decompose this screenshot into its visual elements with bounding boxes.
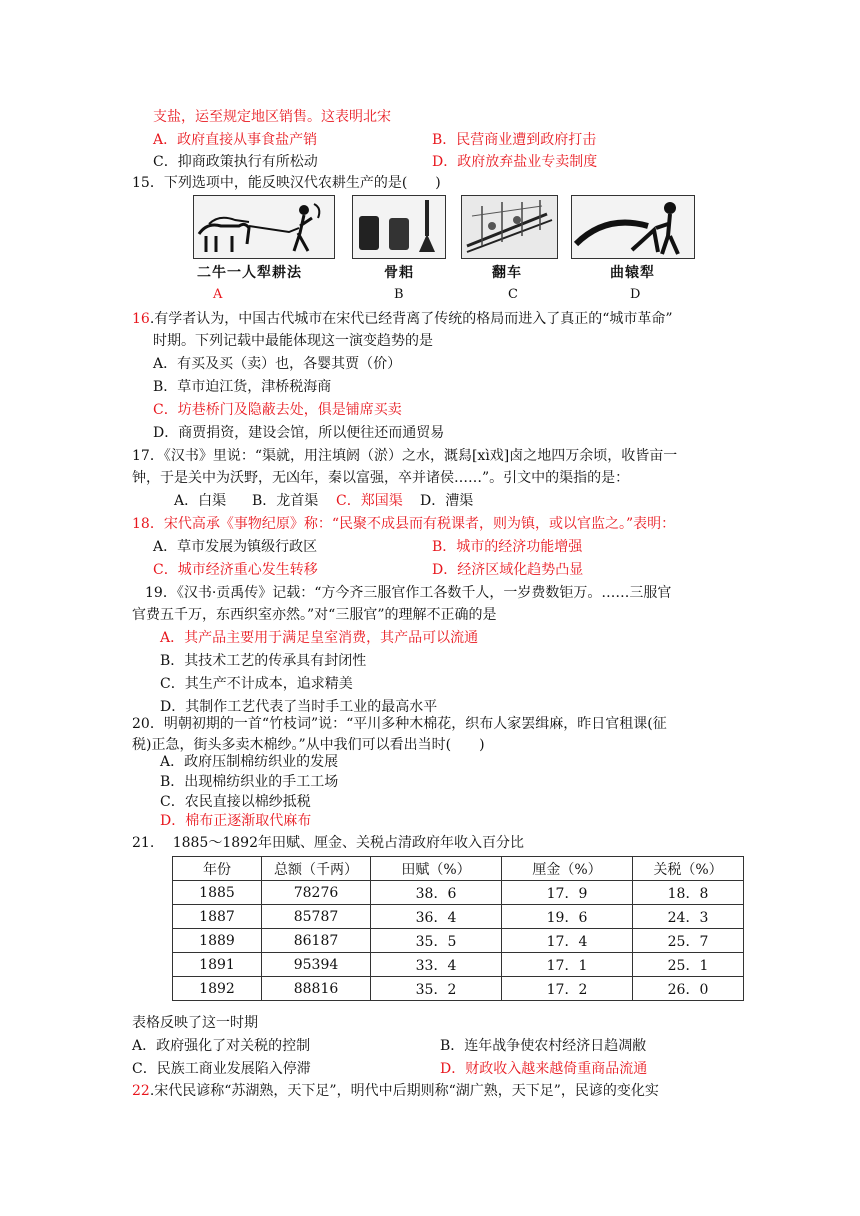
- table-cell: 17．1: [502, 953, 633, 977]
- q15-caption-a: 二牛一人犁耕法: [197, 265, 302, 281]
- q17-option-b[interactable]: B．龙首渠: [252, 493, 319, 509]
- q21-after-table: 表格反映了这一时期: [132, 1015, 258, 1031]
- waterwheel-icon: [461, 195, 558, 259]
- q15-letter-c[interactable]: C: [508, 287, 518, 302]
- table-cell: 35．5: [371, 929, 502, 953]
- table-cell: 88816: [262, 977, 371, 1001]
- table-cell: 38．6: [371, 881, 502, 905]
- q17-stem-line1: 17．《汉书》里说：“渠就，用注填阏（淤）之水，溉舄[xì戏]卤之地四万余顷，收皆亩一: [132, 448, 678, 464]
- q20-stem-line1: 20．明朝初期的一首“竹枝词”说：“平川多种木棉花，织布人家罢缉麻，昨日官租课(征: [132, 716, 667, 732]
- q17-stem-line2: 钟，于是关中为沃野，无凶年，秦以富强，卒并诸侯……”。引文中的渠指的是：: [132, 470, 630, 486]
- curved-plough-icon: [571, 195, 695, 259]
- table-cell: 35．2: [371, 977, 502, 1001]
- q22-number: 22: [132, 1083, 150, 1099]
- table-header: 田赋（%）: [371, 857, 502, 881]
- table-cell: 1889: [173, 929, 262, 953]
- table-cell: 36．4: [371, 905, 502, 929]
- q19-option-a[interactable]: A．其产品主要用于满足皇室消费，其产品可以流通: [160, 630, 479, 646]
- table-row: [173, 953, 744, 977]
- table-row: [173, 905, 744, 929]
- q16-stem-line1: [132, 309, 673, 329]
- table-cell: 33．4: [371, 953, 502, 977]
- q16-number: 16: [132, 311, 150, 327]
- q15-letter-b[interactable]: B: [394, 287, 404, 302]
- table-cell: 78276: [262, 881, 371, 905]
- q20-stem-line2: 税)正急，街头多卖木棉纱。”从中我们可以看出当时( ): [132, 737, 485, 753]
- table-header: 总额（千两）: [262, 857, 371, 881]
- q19-option-b[interactable]: B．其技术工艺的传承具有封闭性: [160, 653, 367, 669]
- q14-option-d[interactable]: D．政府放弃盐业专卖制度: [432, 154, 598, 170]
- q16-option-d[interactable]: D．商贾捐资，建设会馆，所以便往还而通贸易: [153, 425, 445, 441]
- table-header-row: [173, 857, 744, 881]
- q21-option-a[interactable]: A．政府强化了对关税的控制: [132, 1038, 311, 1054]
- q15-letter-d[interactable]: D: [630, 287, 641, 302]
- q16-option-c[interactable]: C．坊巷桥门及隐蔽去处，俱是铺席买卖: [153, 402, 402, 418]
- q20-option-b[interactable]: B．出现棉纺织业的手工工场: [160, 774, 339, 790]
- q19-option-d[interactable]: D．其制作工艺代表了当时手工业的最高水平: [160, 699, 438, 715]
- q16-option-b[interactable]: B．草市迫江货，津桥税海商: [153, 379, 332, 395]
- q21-option-c[interactable]: C．民族工商业发展陷入停滞: [132, 1061, 311, 1077]
- table-cell: 86187: [262, 929, 371, 953]
- table-row: [173, 881, 744, 905]
- table-cell: 1891: [173, 953, 262, 977]
- table-cell: 85787: [262, 905, 371, 929]
- q19-stem-line1: 19．《汉书·贡禹传》记载：“方今齐三服官作工各数千人，一岁费数钜万。……三服官: [145, 585, 672, 601]
- q21-stem: 21. 1885～1892年田赋、厘金、关税占清政府年收入百分比: [132, 835, 524, 851]
- q17-option-a[interactable]: A．白渠: [174, 493, 227, 509]
- table-cell: 25．7: [633, 929, 744, 953]
- q15-caption-b: 骨耜: [384, 265, 414, 281]
- table-cell: 17．4: [502, 929, 633, 953]
- table-cell: 24．3: [633, 905, 744, 929]
- q20-option-d[interactable]: D．棉布正逐渐取代麻布: [160, 813, 312, 829]
- q14-stem: 支盐，运至规定地区销售。这表明北宋: [153, 109, 391, 125]
- q17-option-c[interactable]: C．郑国渠: [336, 493, 403, 509]
- q15-letter-a[interactable]: A: [213, 287, 223, 302]
- table-cell: 17．2: [502, 977, 633, 1001]
- q22-stem: [132, 1081, 659, 1101]
- q19-stem-line2: 官费五千万，东西织室亦然。”对“三服官”的理解不正确的是: [132, 607, 497, 623]
- q16-stem-line2: 时期。下列记载中最能体现这一演变趋势的是: [153, 333, 433, 349]
- q22-stem-text: .宋代民谚称“苏湖熟，天下足”，明代中后期则称“湖广熟，天下足”，民谚的变化实: [149, 1083, 659, 1099]
- table-row: [173, 929, 744, 953]
- q18-option-b[interactable]: B．城市的经济功能增强: [432, 539, 583, 555]
- table-cell: 1892: [173, 977, 262, 1001]
- q16-stem-text: .有学者认为，中国古代城市在宋代已经背离了传统的格局而进入了真正的“城市革命”: [149, 311, 673, 327]
- table-cell: 25．1: [633, 953, 744, 977]
- q21-option-b[interactable]: B．连年战争使农村经济日趋凋敝: [440, 1038, 647, 1054]
- table-cell: 19．6: [502, 905, 633, 929]
- table-row: [173, 977, 744, 1001]
- table-header: 厘金（%）: [502, 857, 633, 881]
- bone-spade-icon: [352, 195, 446, 259]
- q20-option-c[interactable]: C．农民直接以棉纱抵税: [160, 794, 311, 810]
- q20-option-a[interactable]: A．政府压制棉纺织业的发展: [160, 754, 339, 770]
- table-header: 关税（%）: [633, 857, 744, 881]
- q19-option-c[interactable]: C．其生产不计成本，追求精美: [160, 676, 353, 692]
- q18-option-c[interactable]: C．城市经济重心发生转移: [153, 562, 318, 578]
- q15-stem: 15．下列选项中，能反映汉代农耕生产的是( ): [132, 175, 441, 191]
- ox-plough-icon: [193, 195, 335, 259]
- table-header: 年份: [173, 857, 262, 881]
- q14-option-b[interactable]: B．民营商业遭到政府打击: [432, 132, 597, 148]
- q21-option-d[interactable]: D．财政收入越来越倚重商品流通: [440, 1061, 648, 1077]
- q17-option-d[interactable]: D．漕渠: [420, 493, 474, 509]
- revenue-table: [172, 856, 744, 1001]
- q18-option-a[interactable]: A．草市发展为镇级行政区: [153, 539, 318, 555]
- q14-option-c[interactable]: C．抑商政策执行有所松动: [153, 154, 318, 170]
- table-cell: 18．8: [633, 881, 744, 905]
- q15-caption-c: 翻车: [492, 265, 522, 281]
- q14-option-a[interactable]: A．政府直接从事食盐产销: [153, 132, 318, 148]
- table-cell: 1885: [173, 881, 262, 905]
- table-cell: 1887: [173, 905, 262, 929]
- table-cell: 26．0: [633, 977, 744, 1001]
- q18-stem: 18．宋代高承《事物纪原》称：“民聚不成县而有税课者，则为镇，或以官监之。”表明：: [132, 516, 676, 532]
- table-cell: 95394: [262, 953, 371, 977]
- q18-option-d[interactable]: D．经济区域化趋势凸显: [432, 562, 584, 578]
- table-cell: 17．9: [502, 881, 633, 905]
- q16-option-a[interactable]: A．有买及买（卖）也，各婴其贾（价）: [153, 356, 402, 372]
- q15-caption-d: 曲辕犁: [610, 265, 655, 281]
